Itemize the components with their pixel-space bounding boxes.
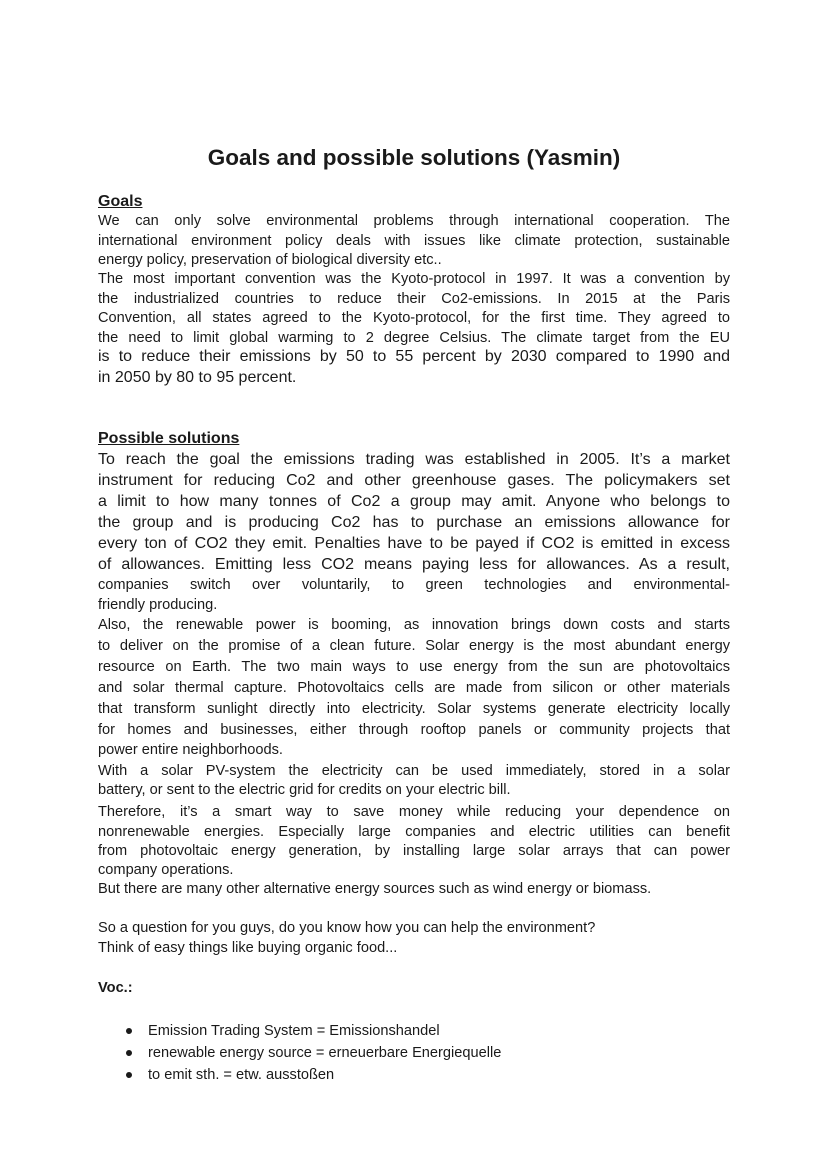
solutions-line: companies switch over voluntarily, to green technologies and environmental-	[98, 577, 730, 593]
solutions-heading: Possible solutions	[98, 430, 240, 447]
solutions-line: a limit to how many tonnes of Co2 a group may amit. Anyone who belongs to	[98, 493, 730, 510]
solutions-line: instrument for reducing Co2 and other greenhouse gases. The policymakers set	[98, 472, 730, 489]
vocabulary-item	[148, 1043, 501, 1063]
solutions-line: to deliver on the promise of a clean future. Solar energy is the most abundant energy	[98, 638, 730, 654]
solutions-line: for homes and businesses, either through rooftop panels or community projects that	[98, 722, 730, 738]
vocabulary-text: renewable energy source = erneuerbare Energiequelle	[148, 1045, 502, 1061]
goals-line: is to reduce their emissions by 50 to 55 percent by 2030 compared to 1990 and	[98, 348, 730, 365]
bullet-icon	[126, 1072, 132, 1078]
solutions-line: company operations.	[98, 862, 234, 878]
solutions-line: Therefore, it’s a smart way to save money while reducing your dependence on	[98, 804, 730, 820]
vocabulary-text: to emit sth. = etw. ausstoßen	[148, 1067, 335, 1083]
solutions-line: But there are many other alternative energy sources such as wind energy or biomass.	[98, 881, 652, 897]
solutions-line: every ton of CO2 they emit. Penalties have to be payed if CO2 is emitted in excess	[98, 535, 730, 552]
question-line: Think of easy things like buying organic food...	[98, 940, 398, 956]
bullet-icon	[126, 1028, 132, 1034]
goals-heading: Goals	[98, 193, 143, 210]
page-title: Goals and possible solutions (Yasmin)	[207, 145, 621, 170]
goals-line: in 2050 by 80 to 95 percent.	[98, 369, 297, 386]
solutions-line: of allowances. Emitting less CO2 means paying less for allowances. As a result,	[98, 556, 730, 573]
solutions-line: Also, the renewable power is booming, as innovation brings down costs and starts	[98, 617, 730, 633]
vocabulary-text: Emission Trading System = Emissionshandel	[148, 1023, 440, 1039]
question-line: So a question for you guys, do you know how you can help the environment?	[98, 920, 596, 936]
solutions-line: To reach the goal the emissions trading was established in 2005. It’s a market	[98, 451, 730, 468]
solutions-line: With a solar PV-system the electricity can be used immediately, stored in a solar	[98, 763, 730, 779]
goals-line: the need to limit global warming to 2 degree Celsius. The climate target from the EU	[98, 330, 730, 346]
goals-line: The most important convention was the Kyoto-protocol in 1997. It was a convention by	[98, 271, 730, 287]
vocabulary-item	[148, 1021, 440, 1041]
goals-line: international environment policy deals with issues like climate protection, sustainable	[98, 233, 730, 249]
solutions-line: nonrenewable energies. Especially large companies and electric utilities can benefit	[98, 824, 730, 840]
solutions-line: from photovoltaic energy generation, by installing large solar arrays that can power	[98, 843, 730, 859]
goals-line: the industrialized countries to reduce their Co2-emissions. In 2015 at the Paris	[98, 291, 730, 307]
solutions-line: power entire neighborhoods.	[98, 742, 283, 758]
goals-line: We can only solve environmental problems through international cooperation. The	[98, 213, 730, 229]
vocabulary-heading: Voc.:	[98, 980, 133, 996]
solutions-line: that transform sunlight directly into electricity. Solar systems generate electricity locally	[98, 701, 730, 717]
goals-line: Convention, all states agreed to the Kyoto-protocol, for the first time. They agreed to	[98, 310, 730, 326]
solutions-line: resource on Earth. The two main ways to use energy from the sun are photovoltaics	[98, 659, 730, 675]
goals-line: energy policy, preservation of biological diversity etc..	[98, 252, 442, 268]
solutions-line: friendly producing.	[98, 597, 218, 613]
solutions-line: battery, or sent to the electric grid for credits on your electric bill.	[98, 782, 511, 798]
solutions-line: the group and is producing Co2 has to purchase an emissions allowance for	[98, 514, 730, 531]
bullet-icon	[126, 1050, 132, 1056]
solutions-line: and solar thermal capture. Photovoltaics cells are made from silicon or other materials	[98, 680, 730, 696]
vocabulary-item	[148, 1065, 334, 1085]
